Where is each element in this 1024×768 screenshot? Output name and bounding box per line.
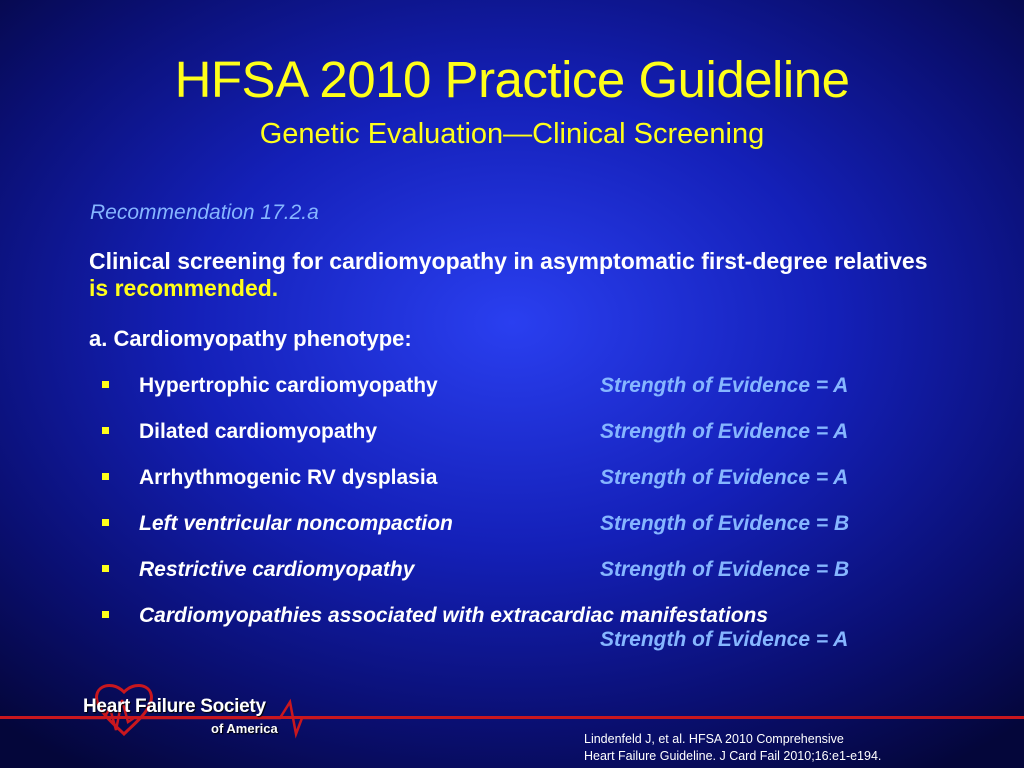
- item-label: Cardiomyopathies associated with extracardiac manifestations: [139, 604, 769, 627]
- item-evidence: Strength of Evidence = A: [600, 420, 849, 443]
- logo-sub: of America: [211, 721, 278, 736]
- citation-line-2: Heart Failure Guideline. J Card Fail 2010;16:e1-e194.: [584, 749, 882, 763]
- item-evidence: Strength of Evidence = B: [600, 512, 850, 535]
- square-bullet-icon: [102, 611, 109, 618]
- slide-subtitle: Genetic Evaluation—Clinical Screening: [259, 118, 765, 150]
- square-bullet-icon: [102, 473, 109, 480]
- list-item: [0, 373, 1024, 401]
- citation-line-1: Lindenfeld J, et al. HFSA 2010 Comprehensive: [584, 732, 844, 746]
- statement-text: Clinical screening for cardiomyopathy in asymptomatic first-degree relatives: [89, 248, 928, 274]
- square-bullet-icon: [102, 519, 109, 526]
- recommendation-label: Recommendation 17.2.a: [90, 201, 319, 224]
- list-item: [0, 603, 1024, 657]
- item-evidence: Strength of Evidence = A: [600, 466, 849, 489]
- square-bullet-icon: [102, 565, 109, 572]
- item-label: Dilated cardiomyopathy: [139, 420, 378, 443]
- item-evidence: Strength of Evidence = A: [600, 374, 849, 397]
- hfsa-logo: [80, 678, 320, 748]
- item-label: Left ventricular noncompaction: [139, 512, 453, 535]
- recommendation-statement: [89, 248, 929, 302]
- item-evidence: Strength of Evidence = B: [600, 558, 850, 581]
- list-item: [0, 511, 1024, 539]
- statement-highlight: is recommended.: [89, 275, 279, 301]
- item-label: Arrhythmogenic RV dysplasia: [139, 466, 438, 489]
- citation: [584, 731, 881, 765]
- logo-name: Heart Failure Society: [83, 696, 266, 717]
- list-item: [0, 557, 1024, 585]
- square-bullet-icon: [102, 427, 109, 434]
- item-evidence: Strength of Evidence = A: [600, 628, 849, 651]
- item-label: Restrictive cardiomyopathy: [139, 558, 415, 581]
- item-label: Hypertrophic cardiomyopathy: [139, 374, 438, 397]
- list-item: [0, 419, 1024, 447]
- list-item: [0, 465, 1024, 493]
- square-bullet-icon: [102, 381, 109, 388]
- phenotype-heading: a. Cardiomyopathy phenotype:: [89, 326, 412, 351]
- slide-title: HFSA 2010 Practice Guideline: [174, 51, 850, 108]
